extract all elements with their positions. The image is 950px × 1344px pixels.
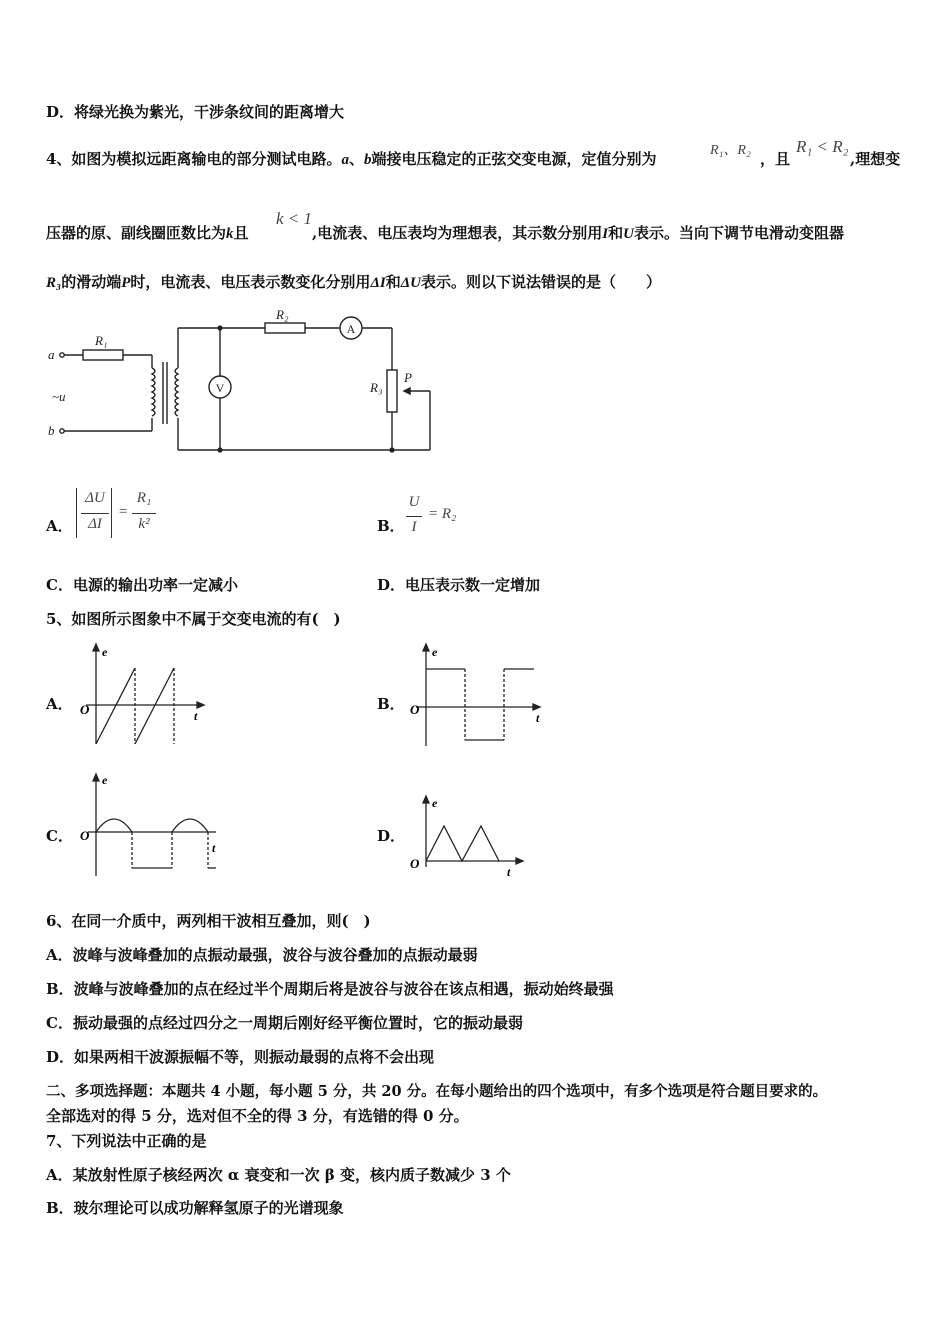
q5-label-c: C． — [46, 827, 73, 845]
axis-o: O — [410, 856, 420, 871]
q4-option-b-label: B． — [377, 517, 405, 535]
q5-graph-d — [406, 792, 536, 882]
circuit-label-r2: R₂ — [276, 307, 289, 322]
axis-t: t — [507, 865, 511, 879]
q7-option-a: A．某放射性原子核经两次 α 衰变和一次 β 变，核内质子数减少 3 个 — [46, 1166, 511, 1184]
axis-t: t — [212, 841, 216, 855]
q6-option-a: A．波峰与波峰叠加的点振动最强，波谷与波谷叠加的点振动最弱 — [46, 946, 478, 964]
q7-option-b: B．玻尔理论可以成功解释氢原子的光谱现象 — [46, 1199, 344, 1217]
q4-stem-line3: R₃的滑动端P时，电流表、电压表示数变化分别用ΔI和ΔU表示。则以下说法错误的是（ ） — [46, 273, 661, 291]
q4-r1r2: R₁、R₂ — [710, 143, 751, 158]
q4-stem-line2b: ,电流表、电压表均为理想表，其示数分别用I和U表示。当向下调节电滑动变阻器 — [312, 224, 844, 242]
q3-option-d: D．将绿光换为紫光，干涉条纹间的距离增大 — [46, 103, 345, 121]
q4-k-inequality: k < 1 — [276, 209, 313, 228]
circuit-label-b: b — [48, 423, 55, 438]
q5-label-a: A． — [46, 695, 73, 713]
q6-option-d: D．如果两相干波源振幅不等，则振动最弱的点将不会出现 — [46, 1048, 435, 1066]
q6-option-c: C．振动最强的点经过四分之一周期后刚好经平衡位置时，它的振动最弱 — [46, 1014, 523, 1032]
axis-e: e — [102, 645, 108, 659]
q5-label-b: B． — [377, 695, 405, 713]
q4-inequality: R₁ < R₂ — [796, 137, 849, 156]
q4-line1-end: ,理想变 — [850, 150, 901, 168]
q4-stem-line2a: 压器的原、副线圈匝数比为k且 — [46, 224, 249, 242]
q7-stem: 7、下列说法中正确的是 — [46, 1132, 207, 1150]
circuit-label-p: P — [404, 370, 412, 385]
circuit-label-r1: R₁ — [95, 333, 108, 348]
circuit-label-u: ~u — [52, 389, 66, 404]
q4-option-c: C．电源的输出功率一定减小 — [46, 576, 238, 594]
circuit-label-a: a — [48, 347, 55, 362]
q6-stem: 6、在同一介质中，两列相干波相互叠加，则( ) — [46, 912, 371, 930]
voltmeter-label: V — [215, 381, 225, 395]
axis-o: O — [80, 702, 90, 717]
q5-graph-c — [76, 772, 226, 882]
q5-stem: 5、如图所示图象中不属于交变电流的有( ) — [46, 610, 341, 628]
q4-option-a-formula: ΔU ΔI = R₁ k² — [76, 488, 166, 540]
q4-stem-line1: 4、如图为模拟远距离输电的部分测试电路。a、b端接电压稳定的正弦交变电源，定值分别为 — [46, 150, 657, 168]
axis-o: O — [410, 702, 420, 717]
axis-e: e — [432, 796, 438, 810]
q4-and: ，且 — [760, 150, 791, 168]
q5-label-d: D． — [377, 827, 406, 845]
q5-graph-b — [406, 642, 551, 752]
axis-e: e — [432, 645, 438, 659]
q6-option-b: B．波峰与波峰叠加的点在经过半个周期后将是波谷与波谷在该点相遇，振动始终最强 — [46, 980, 614, 998]
q4-option-b-formula: U I = R₂ — [404, 494, 474, 540]
axis-t: t — [194, 709, 198, 723]
q4-option-d: D．电压表示数一定增加 — [377, 576, 541, 594]
axis-o: O — [80, 828, 90, 843]
q4-circuit-diagram — [40, 300, 440, 465]
axis-e: e — [102, 773, 108, 787]
q4-option-a-label: A． — [46, 517, 73, 535]
section2-heading-line1: 二、多项选择题：本题共 4 小题，每小题 5 分，共 20 分。在每小题给出的四个选项中，有多个选项是符合题目要求的。 — [46, 1083, 828, 1100]
q5-graph-a — [76, 642, 216, 752]
axis-t: t — [536, 711, 540, 725]
ammeter-label: A — [346, 322, 356, 336]
section2-heading-line2: 全部选对的得 5 分，选对但不全的得 3 分，有选错的得 0 分。 — [46, 1107, 469, 1125]
circuit-label-r3: R₃ — [370, 380, 383, 395]
